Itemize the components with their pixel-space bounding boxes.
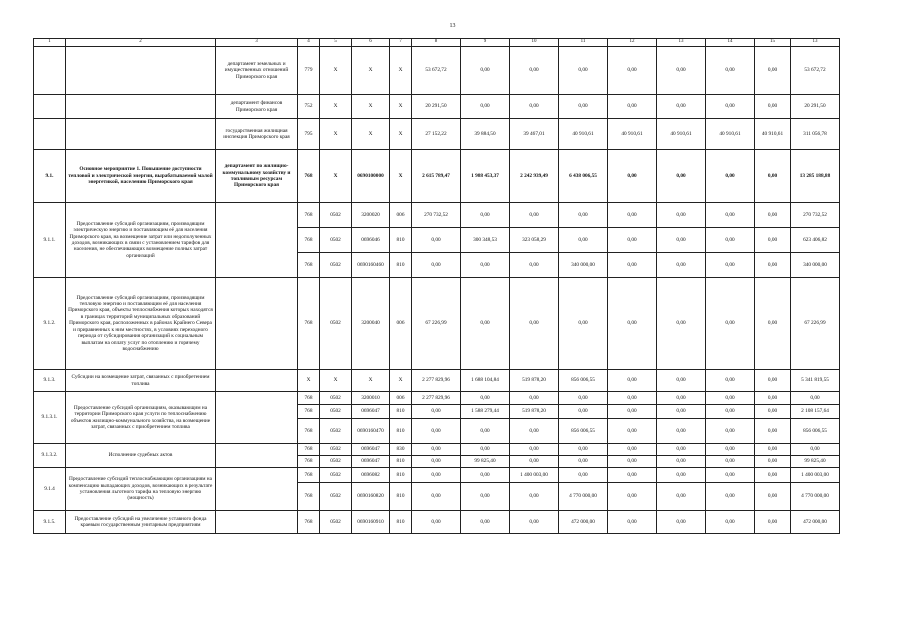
expense-type-code: X [390,47,412,95]
year-value: 0,00 [461,468,510,483]
target-article-code: 0690160460 [352,253,390,278]
year-value: 0,00 [706,468,755,483]
year-value: 0,00 [412,483,461,511]
target-article-code: X [352,370,390,392]
year-value: 0,00 [657,95,706,119]
item-name [66,47,216,95]
year-value: 0,00 [510,444,559,456]
year-value: 0,00 [657,468,706,483]
year-value: 0,00 [706,419,755,444]
year-value: 0,00 [510,47,559,95]
year-value: 0,00 [755,468,791,483]
year-value: 0,00 [510,456,559,468]
year-value: 0,00 [608,228,657,253]
section-code: 0502 [320,228,352,253]
year-value: 0,00 [706,405,755,419]
year-value: 472 000,00 [559,511,608,534]
year-value: 27 152,22 [412,119,461,150]
year-value: 2 277 829,96 [412,392,461,405]
section-code: X [320,95,352,119]
year-value: 0,00 [461,47,510,95]
year-value: 0,00 [559,95,608,119]
item-name: Предоставление субсидий организациям, оказывающим на территории Приморского края услуги по теплоснабжению объектов жилищно-коммунального хозяйства, на возмещение затрат, связанных с приобретением топлива [66,392,216,444]
year-value: 4 770 000,00 [559,483,608,511]
total-value: 0,00 [791,444,840,456]
year-value: 0,00 [657,47,706,95]
year-value: 0,00 [412,228,461,253]
responsible-executor: департамент финансов Приморского края [216,95,298,119]
expense-type-code: 830 [390,444,412,456]
year-value: 0,00 [461,444,510,456]
target-article-code: 3200010 [352,392,390,405]
grbs-code: 768 [298,228,320,253]
year-value: 40 910,61 [608,119,657,150]
section-code: X [320,119,352,150]
year-value: 0,00 [608,203,657,228]
responsible-executor: государственная жилищная инспекция Приморского края [216,119,298,150]
responsible-executor [216,392,298,444]
responsible-executor [216,278,298,370]
year-value: 0,00 [706,392,755,405]
expense-type-code: X [390,95,412,119]
year-value: 0,00 [755,253,791,278]
year-value: 0,00 [510,511,559,534]
target-article-code: X [352,95,390,119]
year-value: 0,00 [706,511,755,534]
grbs-code: 795 [298,119,320,150]
year-value: 0,00 [657,278,706,370]
year-value: 0,00 [461,253,510,278]
year-value: 0,00 [755,203,791,228]
target-article-code: X [352,119,390,150]
target-article-code: 3200020 [352,203,390,228]
target-article-code: 0690100000 [352,150,390,203]
year-value: 0,00 [657,203,706,228]
year-value: 0,00 [706,278,755,370]
year-value: 0,00 [657,456,706,468]
year-value: 0,00 [412,456,461,468]
year-value: 0,00 [412,405,461,419]
grbs-code: 768 [298,253,320,278]
year-value: 0,00 [706,228,755,253]
year-value: 0,00 [608,419,657,444]
year-value: 2 242 939,49 [510,150,559,203]
year-value: 6 438 006,55 [559,150,608,203]
year-value: 0,00 [608,405,657,419]
table-row [34,150,840,203]
responsible-executor [216,468,298,511]
item-name: Предоставление субсидий теплоснабжающим организациям на компенсацию выпадающих доходов, возникающих в результате установления льготного тарифа на тепловую энергию (мощность) [66,468,216,511]
year-value: 0,00 [559,203,608,228]
grbs-code: 752 [298,95,320,119]
year-value: 323 058,29 [510,228,559,253]
year-value: 0,00 [657,392,706,405]
year-value: 0,00 [559,392,608,405]
item-number: 9.1.2. [34,278,66,370]
year-value: 519 878,20 [510,370,559,392]
target-article-code: 0696047 [352,444,390,456]
year-value: 0,00 [706,47,755,95]
total-value: 13 285 188,88 [791,150,840,203]
item-number: 9.1.4 [34,468,66,511]
year-value: 0,00 [510,392,559,405]
year-value: 0,00 [608,370,657,392]
target-article-code: 0696047 [352,405,390,419]
year-value: 0,00 [608,468,657,483]
section-code: 0502 [320,511,352,534]
year-value: 0,00 [608,392,657,405]
grbs-code: 779 [298,47,320,95]
table-row [34,392,840,405]
year-value: 0,00 [657,228,706,253]
year-value: 67 226,99 [412,278,461,370]
year-value: 270 732,52 [412,203,461,228]
year-value: 0,00 [559,444,608,456]
item-name: Основное мероприятие 1. Повышение доступности тепловой и электрической энергии, вырабатываемой малой энергетикой, населению Приморского края [66,150,216,203]
year-value: 1 588 279,44 [461,405,510,419]
year-value: 40 910,61 [657,119,706,150]
year-value: 0,00 [559,468,608,483]
grbs-code: 768 [298,444,320,456]
expense-type-code: 006 [390,392,412,405]
year-value: 0,00 [657,419,706,444]
year-value: 1 988 453,37 [461,150,510,203]
year-value: 0,00 [412,444,461,456]
year-value: 0,00 [755,95,791,119]
item-number: 9.1.3. [34,370,66,392]
section-code: X [320,370,352,392]
column-header: 10 [510,39,559,47]
grbs-code: 768 [298,392,320,405]
column-header: 4 [298,39,320,47]
grbs-code: X [298,370,320,392]
year-value: 0,00 [657,370,706,392]
responsible-executor [216,203,298,278]
year-value: 1 688 104,84 [461,370,510,392]
total-value: 67 226,99 [791,278,840,370]
item-number [34,47,66,95]
total-value: 2 108 157,64 [791,405,840,419]
year-value: 0,00 [510,419,559,444]
total-value: 5 341 819,55 [791,370,840,392]
expense-type-code: 810 [390,456,412,468]
column-header: 8 [412,39,461,47]
year-value: 99 825,40 [461,456,510,468]
year-value: 39 884,50 [461,119,510,150]
item-name: Предоставление субсидий организациям, производящим электрическую энергию и поставляющим её для населения Приморского края, на возмещение затрат или недополученных доходов, возникающих в связи с установлением тарифов для населения, не обеспечивающих возмещение полных затрат организаций [66,203,216,278]
year-value: 0,00 [461,278,510,370]
column-header: 9 [461,39,510,47]
year-value: 0,00 [706,253,755,278]
column-header: 14 [706,39,755,47]
year-value: 1 400 003,00 [510,468,559,483]
year-value: 0,00 [755,370,791,392]
responsible-executor: департамент по жилищно-коммунальному хозяйству и топливным ресурсам Приморского края [216,150,298,203]
column-header: 15 [755,39,791,47]
year-value: 0,00 [461,511,510,534]
column-header: 13 [657,39,706,47]
year-value: 0,00 [608,511,657,534]
year-value: 0,00 [559,405,608,419]
year-value: 0,00 [510,203,559,228]
year-value: 0,00 [755,419,791,444]
section-code: 0502 [320,392,352,405]
total-value: 20 291,50 [791,95,840,119]
year-value: 0,00 [510,483,559,511]
year-value: 519 878,20 [510,405,559,419]
responsible-executor [216,511,298,534]
table-row [34,95,840,119]
target-article-code: 0690160910 [352,511,390,534]
total-value: 311 056,78 [791,119,840,150]
year-value: 0,00 [657,483,706,511]
header-row [34,39,840,47]
expense-type-code: 810 [390,511,412,534]
table-row [34,278,840,370]
year-value: 0,00 [755,483,791,511]
table-row [34,119,840,150]
item-name [66,95,216,119]
expense-type-code: 810 [390,228,412,253]
grbs-code: 768 [298,278,320,370]
year-value: 40 910,61 [559,119,608,150]
expense-type-code: 810 [390,468,412,483]
year-value: 0,00 [412,511,461,534]
expense-type-code: 006 [390,278,412,370]
expense-type-code: X [390,370,412,392]
item-number: 9.1.5. [34,511,66,534]
page-number: 13 [449,23,456,29]
section-code: 0502 [320,456,352,468]
grbs-code: 768 [298,483,320,511]
year-value: 0,00 [608,444,657,456]
year-value: 0,00 [657,511,706,534]
section-code: 0502 [320,405,352,419]
year-value: 0,00 [706,370,755,392]
item-number [34,119,66,150]
item-number: 9.1.1. [34,203,66,278]
year-value: 0,00 [755,405,791,419]
grbs-code: 768 [298,419,320,444]
table-row [34,370,840,392]
target-article-code: 0696082 [352,468,390,483]
year-value: 300 348,53 [461,228,510,253]
year-value: 0,00 [559,47,608,95]
year-value: 0,00 [412,253,461,278]
target-article-code: 0690160470 [352,419,390,444]
item-name [66,119,216,150]
expense-type-code: X [390,119,412,150]
table-row [34,203,840,228]
section-code: 0502 [320,253,352,278]
year-value: 0,00 [461,419,510,444]
year-value: 0,00 [706,483,755,511]
year-value: 0,00 [657,150,706,203]
column-header: 6 [352,39,390,47]
expense-type-code: 006 [390,203,412,228]
table-row [34,468,840,483]
year-value: 0,00 [608,253,657,278]
column-header: 1 [34,39,66,47]
year-value: 0,00 [510,95,559,119]
year-value: 0,00 [706,456,755,468]
section-code: 0502 [320,483,352,511]
total-value: 4 770 000,00 [791,483,840,511]
item-name: Предоставление субсидий на увеличение уставного фонда краевым государственным унитарным предприятиям [66,511,216,534]
expense-type-code: 810 [390,483,412,511]
year-value: 0,00 [461,392,510,405]
year-value: 0,00 [755,444,791,456]
section-code: 0502 [320,203,352,228]
item-number [34,95,66,119]
target-article-code: 0690160820 [352,483,390,511]
total-value: 623 406,82 [791,228,840,253]
responsible-executor: департамент земельных и имущественных отношений Приморского края [216,47,298,95]
item-name: Субсидии на возмещение затрат, связанных с приобретением топлива [66,370,216,392]
target-article-code: 0696046 [352,228,390,253]
expense-type-code: 810 [390,419,412,444]
year-value: 0,00 [755,456,791,468]
grbs-code: 768 [298,150,320,203]
year-value: 0,00 [608,278,657,370]
table-row [34,444,840,456]
year-value: 0,00 [510,278,559,370]
section-code: 0502 [320,419,352,444]
expense-type-code: 810 [390,405,412,419]
year-value: 0,00 [755,392,791,405]
table-row [34,511,840,534]
section-code: X [320,47,352,95]
column-header: 2 [66,39,216,47]
year-value: 40 910,61 [755,119,791,150]
item-number: 9.1. [34,150,66,203]
year-value: 0,00 [608,150,657,203]
responsible-executor [216,444,298,468]
year-value: 0,00 [755,150,791,203]
year-value: 0,00 [657,444,706,456]
grbs-code: 768 [298,468,320,483]
year-value: 0,00 [608,483,657,511]
column-header: 12 [608,39,657,47]
section-code: 0502 [320,278,352,370]
budget-table [33,38,840,534]
item-name: Исполнение судебных актов [66,444,216,468]
year-value: 0,00 [657,253,706,278]
year-value: 0,00 [755,511,791,534]
total-value: 99 825,40 [791,456,840,468]
year-value: 0,00 [657,405,706,419]
grbs-code: 768 [298,511,320,534]
year-value: 856 006,55 [559,419,608,444]
year-value: 20 291,50 [412,95,461,119]
target-article-code: X [352,47,390,95]
total-value: 472 000,00 [791,511,840,534]
year-value: 0,00 [559,228,608,253]
year-value: 0,00 [608,47,657,95]
column-header: 5 [320,39,352,47]
target-article-code: 3200040 [352,278,390,370]
year-value: 0,00 [461,203,510,228]
year-value: 0,00 [706,444,755,456]
year-value: 0,00 [461,483,510,511]
total-value: 53 672,72 [791,47,840,95]
year-value: 0,00 [706,150,755,203]
year-value: 0,00 [755,47,791,95]
year-value: 0,00 [412,419,461,444]
year-value: 0,00 [608,95,657,119]
year-value: 0,00 [559,278,608,370]
section-code: 0502 [320,468,352,483]
expense-type-code: 810 [390,253,412,278]
year-value: 0,00 [510,253,559,278]
target-article-code: 0696047 [352,456,390,468]
total-value: 1 400 003,00 [791,468,840,483]
column-header: 3 [216,39,298,47]
grbs-code: 768 [298,405,320,419]
year-value: 40 910,61 [706,119,755,150]
year-value: 0,00 [706,203,755,228]
responsible-executor [216,370,298,392]
year-value: 2 277 829,96 [412,370,461,392]
section-code: 0502 [320,444,352,456]
expense-type-code: X [390,150,412,203]
item-name: Предоставление субсидий организациям, производящим тепловую энергию и поставляющим её для населения Приморского края, объекты теплоснабжения которых находятся в границах территорий муниципальных образований Приморского края, расположенных в районах Крайнего Севера и приравненных к ним местностях, в условиях переходного периода от субсидирования организаций к социальным выплатам на оплату услуг по отоплению и горячему водоснабжению [66,278,216,370]
item-number: 9.1.3.2. [34,444,66,468]
grbs-code: 768 [298,203,320,228]
total-value: 0,00 [791,392,840,405]
table-row [34,47,840,95]
year-value: 340 000,00 [559,253,608,278]
column-header: 11 [559,39,608,47]
year-value: 0,00 [559,456,608,468]
year-value: 39 467,01 [510,119,559,150]
year-value: 0,00 [755,278,791,370]
column-header: 13 [791,39,840,47]
year-value: 2 615 789,47 [412,150,461,203]
total-value: 270 732,52 [791,203,840,228]
total-value: 856 006,55 [791,419,840,444]
year-value: 0,00 [412,468,461,483]
section-code: X [320,150,352,203]
column-header: 7 [390,39,412,47]
grbs-code: 768 [298,456,320,468]
year-value: 0,00 [755,228,791,253]
item-number: 9.1.3.1. [34,392,66,444]
year-value: 53 672,72 [412,47,461,95]
year-value: 0,00 [461,95,510,119]
total-value: 340 000,00 [791,253,840,278]
year-value: 0,00 [706,95,755,119]
year-value: 0,00 [608,456,657,468]
year-value: 856 006,55 [559,370,608,392]
